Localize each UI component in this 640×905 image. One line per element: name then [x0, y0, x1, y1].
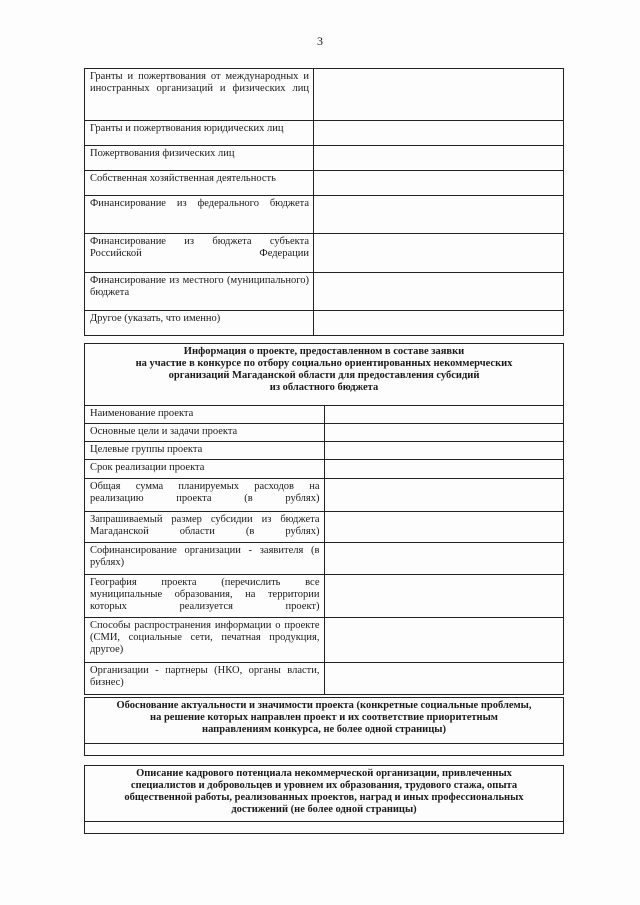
row-value[interactable]	[314, 171, 564, 196]
row-value[interactable]	[314, 273, 564, 311]
row-value[interactable]	[324, 663, 564, 695]
table-row	[85, 618, 564, 663]
page-number: 3	[317, 34, 323, 48]
row-value[interactable]	[314, 146, 564, 171]
relevance-content[interactable]	[85, 744, 564, 756]
table-row	[85, 69, 564, 121]
row-value[interactable]	[324, 424, 564, 442]
table-row	[85, 406, 564, 424]
row-value[interactable]	[314, 121, 564, 146]
row-label: Запрашиваемый размер субсидии из бюджета Магаданской области (в рублях)	[85, 512, 325, 543]
row-label: Финансирование из местного (муниципального) бюджета	[85, 273, 314, 311]
table-row	[85, 311, 564, 336]
row-label: Целевые группы проекта	[85, 442, 325, 460]
row-label: Пожертвования физических лиц	[85, 146, 314, 171]
row-label: Софинансирование организации - заявителя (в рублях)	[85, 543, 325, 575]
row-label: Способы распространения информации о проекте (СМИ, социальные сети, печатная продукция, другое)	[85, 618, 325, 663]
table-row	[85, 766, 564, 822]
row-value[interactable]	[324, 442, 564, 460]
row-label: Основные цели и задачи проекта	[85, 424, 325, 442]
project-info-title: Информация о проекте, предоставленном в составе заявки на участие в конкурсе по отбору социально ориентированных некоммерческих организаций Магаданской области для предоставления субсидий из областного бюджета	[85, 344, 564, 406]
table-row	[85, 663, 564, 695]
table-row	[85, 196, 564, 234]
table-row	[85, 146, 564, 171]
row-label: Срок реализации проекта	[85, 460, 325, 479]
table-row	[85, 479, 564, 512]
row-label: Финансирование из федерального бюджета	[85, 196, 314, 234]
staff-title: Описание кадрового потенциала некоммерческой организации, привлеченных специалистов и добровольцев и уровнем их образования, трудового стажа, опыта общественной работы, реализованных проектов, наград и иных профессиональных достижений (не более одной страницы)	[85, 766, 564, 822]
table-row	[85, 442, 564, 460]
funding-sources-table	[84, 68, 564, 336]
table-row	[85, 575, 564, 618]
row-value[interactable]	[324, 512, 564, 543]
row-value[interactable]	[324, 543, 564, 575]
row-value[interactable]	[324, 479, 564, 512]
row-label: Другое (указать, что именно)	[85, 311, 314, 336]
table-row	[85, 822, 564, 834]
row-label: Собственная хозяйственная деятельность	[85, 171, 314, 196]
row-value[interactable]	[314, 234, 564, 273]
relevance-title: Обоснование актуальности и значимости проекта (конкретные социальные проблемы, на решение которых направлен проект и их соответствие приоритетным направлениям конкурса, не более одной страницы)	[85, 698, 564, 744]
row-label: Организации - партнеры (НКО, органы власти, бизнес)	[85, 663, 325, 695]
table-row	[85, 744, 564, 756]
relevance-table	[84, 697, 564, 756]
row-value[interactable]	[324, 618, 564, 663]
table-row	[85, 171, 564, 196]
row-value[interactable]	[324, 460, 564, 479]
row-label: География проекта (перечислить все муниципальные образования, на территории которых реализуется проект)	[85, 575, 325, 618]
project-info-table	[84, 343, 564, 695]
table-row	[85, 698, 564, 744]
row-label: Гранты и пожертвования юридических лиц	[85, 121, 314, 146]
table-row	[85, 121, 564, 146]
staff-content[interactable]	[85, 822, 564, 834]
row-value[interactable]	[314, 311, 564, 336]
row-label: Финансирование из бюджета субъекта Российской Федерации	[85, 234, 314, 273]
table-row	[85, 234, 564, 273]
row-value[interactable]	[324, 575, 564, 618]
row-label: Гранты и пожертвования от международных и иностранных организаций и физических лиц	[85, 69, 314, 121]
staff-table	[84, 765, 564, 834]
row-label: Наименование проекта	[85, 406, 325, 424]
table-row	[85, 273, 564, 311]
row-value[interactable]	[324, 406, 564, 424]
row-value[interactable]	[314, 69, 564, 121]
row-value[interactable]	[314, 196, 564, 234]
table-row	[85, 543, 564, 575]
row-label: Общая сумма планируемых расходов на реализацию проекта (в рублях)	[85, 479, 325, 512]
table-row	[85, 424, 564, 442]
table-row	[85, 512, 564, 543]
table-row	[85, 344, 564, 406]
table-row	[85, 460, 564, 479]
